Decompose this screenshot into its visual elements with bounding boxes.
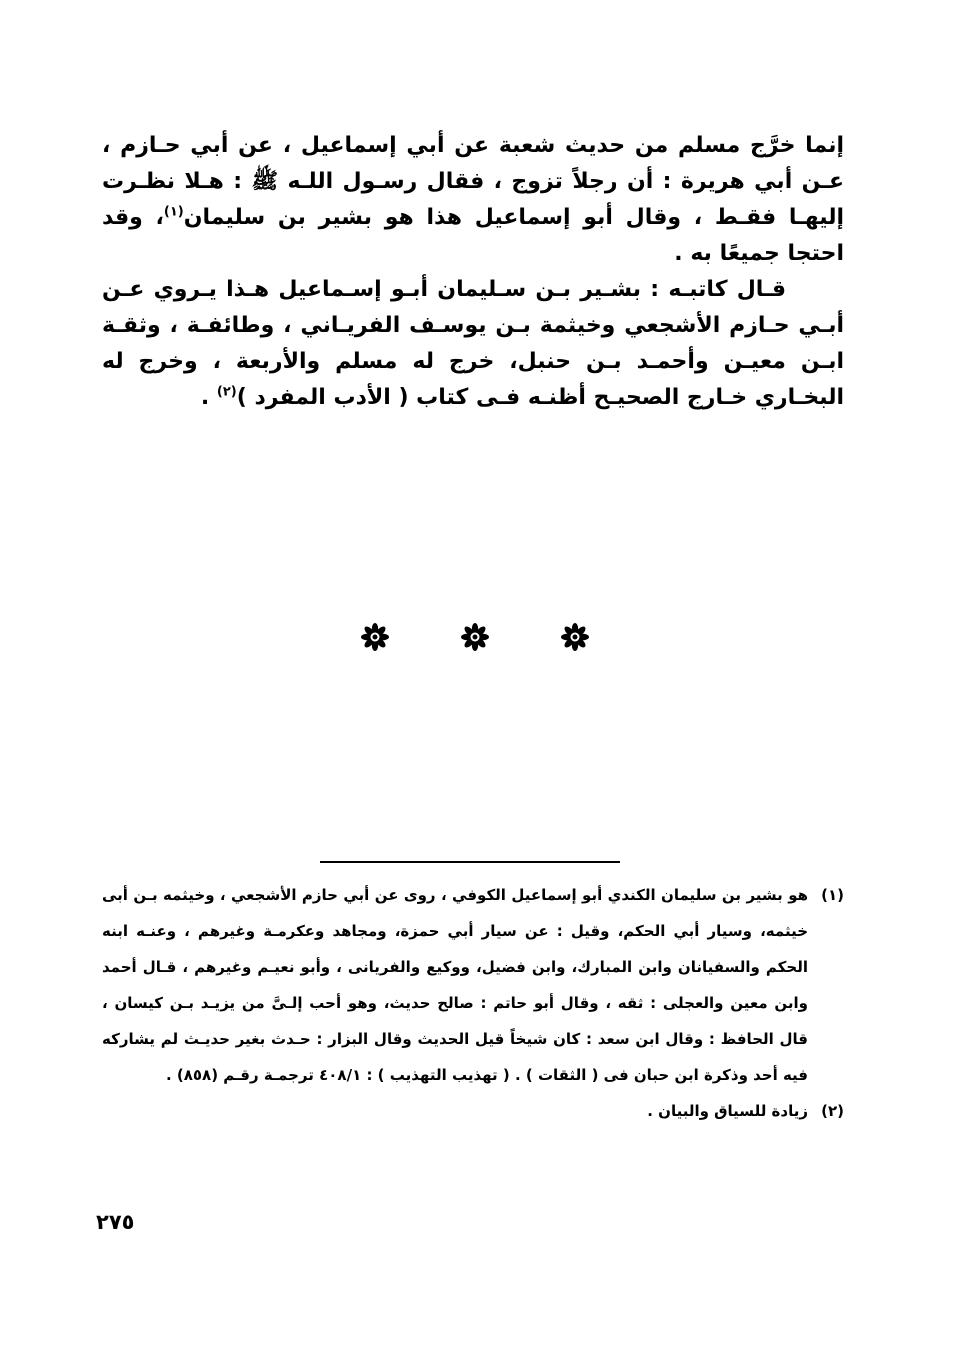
footnote-number: (١) <box>821 886 844 904</box>
paragraph-2-text: قـال كاتبـه : بشـير بـن سـليمان أبـو إسـماعيل هـذا يـروي عـن أبـي حـازم الأشجعي وخيثمة بـن يوسـف الفريـاني ، وطائفـة ، وثقـة ابـن معيـن وأحمـد بـن حنبل، خرج له مسلم والأربعة ، وخرج له البخـاري خـارج الصحيـح أظنـه فـى كتاب ( الأدب المفرد ) <box>102 277 844 410</box>
footnote-2 <box>102 1093 844 1129</box>
flower-ornament-icon <box>560 622 590 652</box>
paragraph-1 <box>102 128 844 272</box>
main-text <box>102 128 844 416</box>
footnote-text: زيادة للسياق والبيان . <box>647 1102 808 1120</box>
footnote-separator <box>320 861 620 863</box>
section-divider-ornaments <box>360 622 590 652</box>
footnote-number: (٢) <box>821 1102 844 1120</box>
footnote-ref-2: (٢) <box>216 384 237 400</box>
paragraph-2 <box>102 272 844 416</box>
paragraph-1-text: إنما خرَّج مسلم من حديث شعبة عن أبي إسماعيل ، عن أبي حـازم ، عـن أبي هريرة : أن رجلاً تزوج ، فقال رسـول اللـه ﷺ : هـلا نظـرت إليهـا فقـط ، وقال أبو إسماعيل هذا هو بشير بن سليمان <box>102 133 844 230</box>
paragraph-2-tail: . <box>200 385 217 410</box>
footnote-text: هو بشير بن سليمان الكندي أبو إسماعيل الكوفي ، روى عن أبي حازم الأشجعي ، وخيثمه بـن أبى خيثمه، وسيار أبي الحكم، وقيل : عن سيار أبي حمزة، ومجاهد وعكرمـة وغيرهم ، وعنـه ابنه الحكم والسفيانان وابن المبارك، وابن فضيل، ووكيع والفريانى ، وأبو نعيـم وغيرهم ، قـال أحمد وابن معين والعجلى : ثقه ، وقال أبو حاتم : صالح حديث، وهو أحب إلـىَّ من يزيـد بـن كيسان ، قال الحافظ : وقال ابن سعد : كان شيخاً قيل الحديث وقال البزار : حـدث بغير حديـث لم يشاركه فيه أحد وذكرة ابن حبان فى ( الثقات ) . ( تهذيب التهذيب ) : ٤٠٨/١ ترجمـة رقـم (٨٥٨) . <box>102 886 808 1084</box>
flower-ornament-icon <box>360 622 390 652</box>
flower-ornament-icon <box>460 622 490 652</box>
footnote-1 <box>102 877 844 1093</box>
footnote-ref-1: (١) <box>163 204 184 220</box>
footnotes <box>102 877 844 1129</box>
paragraph-1-tail: ، وقد احتجا جميعًا به . <box>102 205 844 266</box>
page-number: ٢٧٥ <box>96 1210 135 1234</box>
